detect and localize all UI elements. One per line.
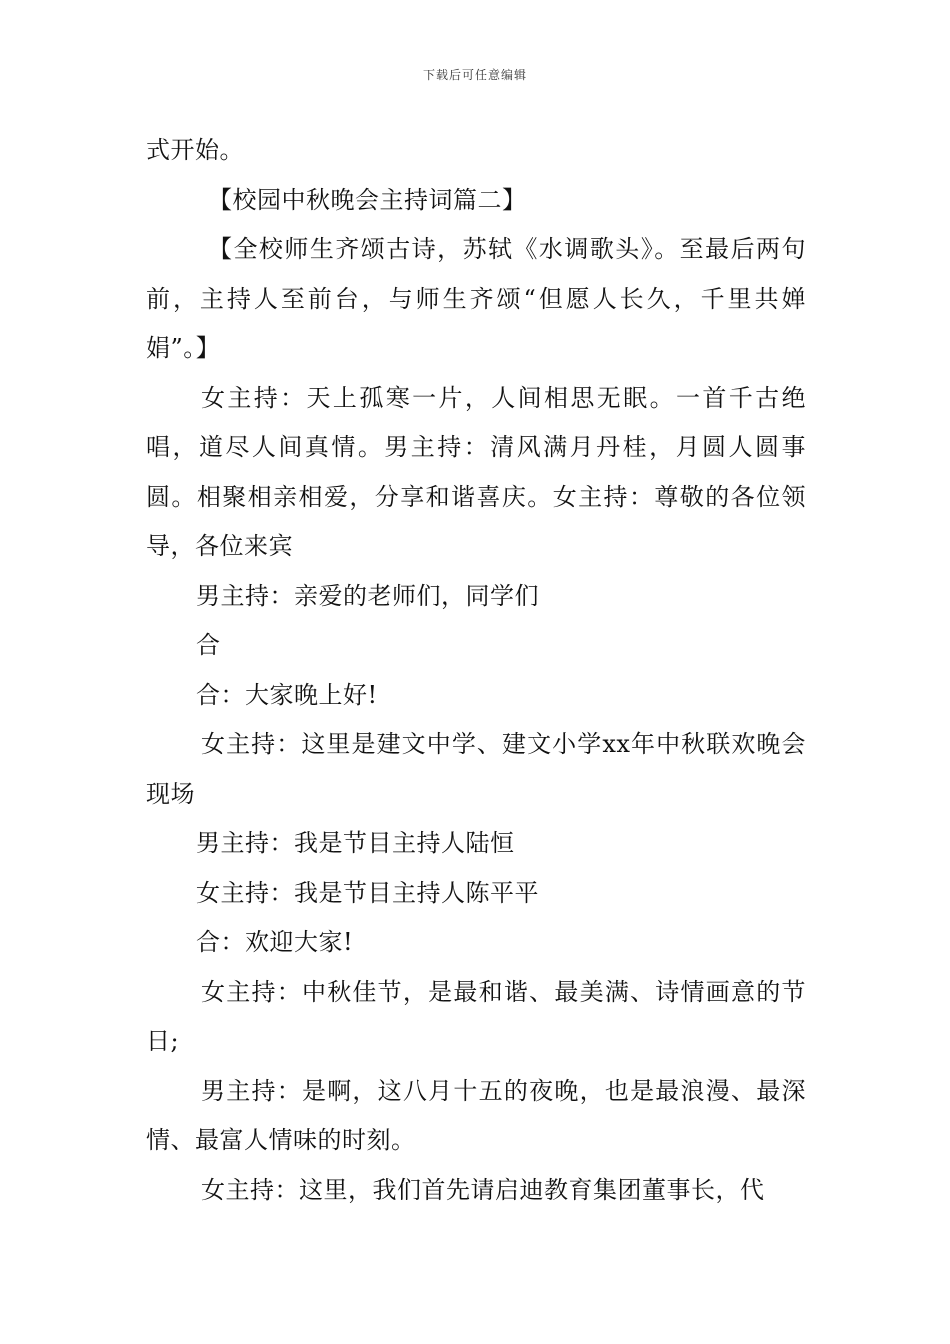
paragraph-continuation: 式开始。 <box>146 136 244 164</box>
paragraph-dialogue: 女主持：这里是建文中学、建文小学xx年中秋联欢晚会现场 <box>146 730 806 808</box>
paragraph-stage-direction: 【全校师生齐颂古诗，苏轼《水调歌头》。至最后两句前，主持人至前台，与师生齐颂“但愿人长久，千里共婵娟”。】 <box>146 235 806 362</box>
paragraph-dialogue: 合：欢迎大家! <box>196 928 354 956</box>
paragraph-dialogue: 女主持：我是节目主持人陈平平 <box>196 878 539 907</box>
section-heading: 【校园中秋晚会主持词篇二】 <box>208 185 527 214</box>
paragraph-dialogue: 合 <box>196 631 221 659</box>
paragraph-dialogue: 合：大家晚上好! <box>196 680 378 709</box>
paragraph-dialogue: 男主持：是啊，这八月十五的夜晚，也是最浪漫、最深情、最富人情味的时刻。 <box>146 1076 806 1154</box>
document-body <box>146 126 806 1215</box>
page-header-note: 下载后可任意编辑 <box>422 68 527 82</box>
paragraph-dialogue: 女主持：天上孤寒一片，人间相思无眠。一首千古绝唱，道尽人间真情。男主持：清风满月丹桂，月圆人圆事圆。相聚相亲相爱，分享和谐喜庆。女主持：尊敬的各位领导，各位来宾 <box>146 383 806 560</box>
paragraph-dialogue: 女主持：这里，我们首先请启迪教育集团董事长，代 <box>201 1175 765 1204</box>
paragraph-dialogue: 女主持：中秋佳节，是最和谐、最美满、诗情画意的节日; <box>146 977 806 1055</box>
paragraph-dialogue: 男主持：我是节目主持人陆恒 <box>196 829 515 857</box>
paragraph-dialogue: 男主持：亲爱的老师们，同学们 <box>196 581 539 610</box>
